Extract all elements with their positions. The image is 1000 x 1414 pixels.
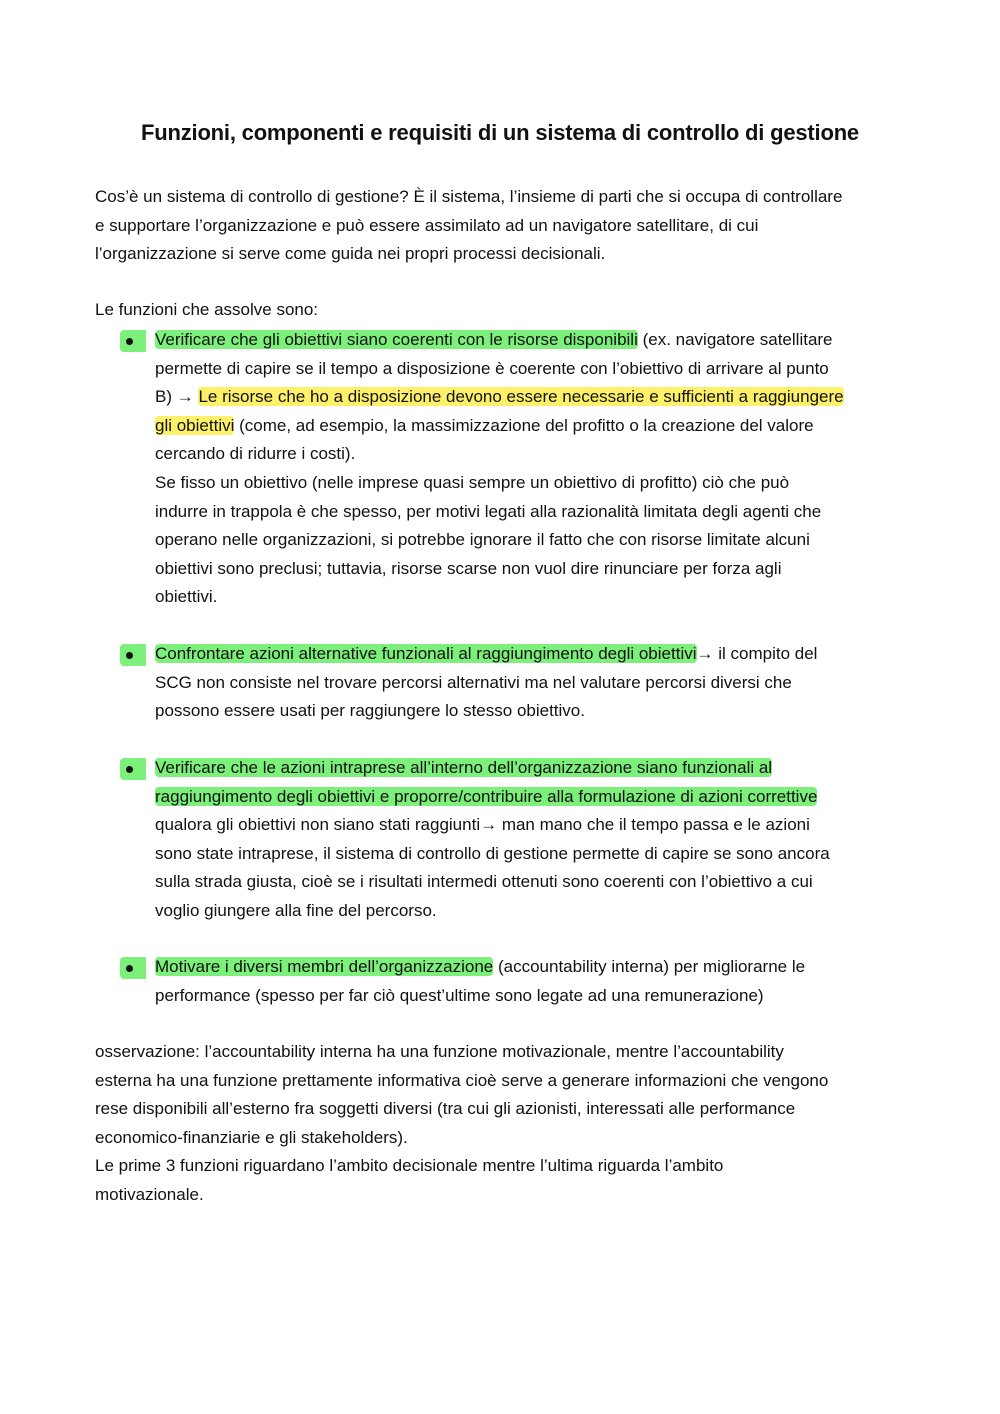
highlight-yellow: Le risorse che ho a disposizione devono essere necessarie e sufficienti a raggiungere — [198, 387, 844, 407]
text-line: SCG non consiste nel trovare percorsi alternativi ma nel valutare percorsi diversi che — [155, 672, 792, 692]
text-line: obiettivi sono preclusi; tuttavia, risorse scarse non vuol dire rinunciare per forza agli — [155, 558, 782, 578]
highlight-green: Motivare i diversi membri dell’organizzazione — [155, 957, 494, 976]
bullet-highlight — [120, 758, 146, 780]
observation-line: motivazionale. — [95, 1184, 204, 1204]
highlight-green: Verificare che gli obiettivi siano coerenti con le risorse disponibili — [155, 330, 638, 349]
bullet-icon — [126, 652, 133, 659]
bullet-icon — [126, 766, 133, 773]
observation-line: esterna ha una funzione prettamente informativa cioè serve a generare informazioni che vengono — [95, 1070, 829, 1090]
highlight-green: Confrontare azioni alternative funzionali al raggiungimento degli obiettivi — [155, 644, 697, 663]
text-line: sulla strada giusta, cioè se i risultati intermedi ottenuti sono coerenti con l’obiettivo a cui — [155, 872, 813, 892]
text-line: indurre in trappola è che spesso, per motivi legati alla razionalità limitata degli agenti che — [155, 501, 822, 521]
text-span: (come, ad esempio, la massimizzazione del profitto o la creazione del valore — [234, 415, 814, 435]
intro-line: l’organizzazione si serve come guida nei propri processi decisionali. — [95, 244, 606, 264]
text-span: → il compito del — [696, 644, 818, 663]
text-line: possono essere usati per raggiungere lo stesso obiettivo. — [155, 701, 585, 721]
observation-paragraph — [95, 1038, 828, 1210]
text-line: obiettivi. — [155, 587, 218, 607]
page-title: Funzioni, componenti e requisiti di un sistema di controllo di gestione — [141, 120, 859, 145]
observation-line: osservazione: l’accountability interna ha una funzione motivazionale, mentre l’accountability — [95, 1042, 784, 1061]
text-line: cercando di ridurre i costi). — [155, 444, 356, 464]
intro-line: e supportare l’organizzazione e può essere assimilato ad un navigatore satellitare, di cui — [95, 215, 759, 235]
text-line: operano nelle organizzazioni, si potrebbe ignorare il fatto che con risorse limitate alcuni — [155, 530, 810, 550]
function-item-4 — [155, 953, 805, 1010]
text-line: Se fisso un obiettivo (nelle imprese quasi sempre un obiettivo di profitto) ciò che può — [155, 472, 790, 492]
text-line: sono state intraprese, il sistema di controllo di gestione permette di capire se sono ancora — [155, 843, 830, 863]
observation-line: rese disponibili all’esterno fra soggetti diversi (tra cui gli azionisti, interessati alle performance — [95, 1099, 796, 1119]
text-span: B) → — [155, 387, 199, 407]
bullet-icon — [126, 338, 133, 345]
function-item-3 — [155, 754, 830, 926]
text-span: (accountability interna) per migliorarne le — [493, 957, 806, 976]
text-line: qualora gli obiettivi non siano stati raggiunti→ man mano che il tempo passa e le azioni — [155, 815, 810, 835]
text-span: (ex. navigatore satellitare — [637, 330, 833, 349]
intro-line: Cos’è un sistema di controllo di gestione? È il sistema, l’insieme di parti che si occupa di controllare — [95, 187, 843, 206]
function-item-2 — [155, 640, 817, 726]
bullet-icon — [126, 965, 133, 972]
intro-paragraph — [95, 183, 842, 269]
highlight-green: raggiungimento degli obiettivi e proporre/contribuire alla formulazione di azioni correttive — [155, 786, 818, 806]
text-line: voglio giungere alla fine del percorso. — [155, 900, 437, 920]
observation-line: economico-finanziarie e gli stakeholders). — [95, 1127, 408, 1147]
highlight-yellow: gli obiettivi — [155, 415, 235, 435]
bullet-highlight — [120, 644, 146, 666]
observation-line: Le prime 3 funzioni riguardano l’ambito decisionale mentre l’ultima riguarda l’ambito — [95, 1156, 724, 1176]
text-line: permette di capire se il tempo a disposizione è coerente con l’obiettivo di arrivare al punto — [155, 358, 829, 378]
functions-heading-text: Le funzioni che assolve sono: — [95, 300, 319, 319]
highlight-green: Verificare che le azioni intraprese all’interno dell’organizzazione siano funzionali al — [155, 758, 773, 777]
bullet-highlight — [120, 330, 146, 352]
functions-heading — [95, 296, 318, 325]
bullet-highlight — [120, 957, 146, 979]
text-line: performance (spesso per far ciò quest’ultime sono legate ad una remunerazione) — [155, 985, 764, 1005]
function-item-1 — [155, 326, 844, 612]
